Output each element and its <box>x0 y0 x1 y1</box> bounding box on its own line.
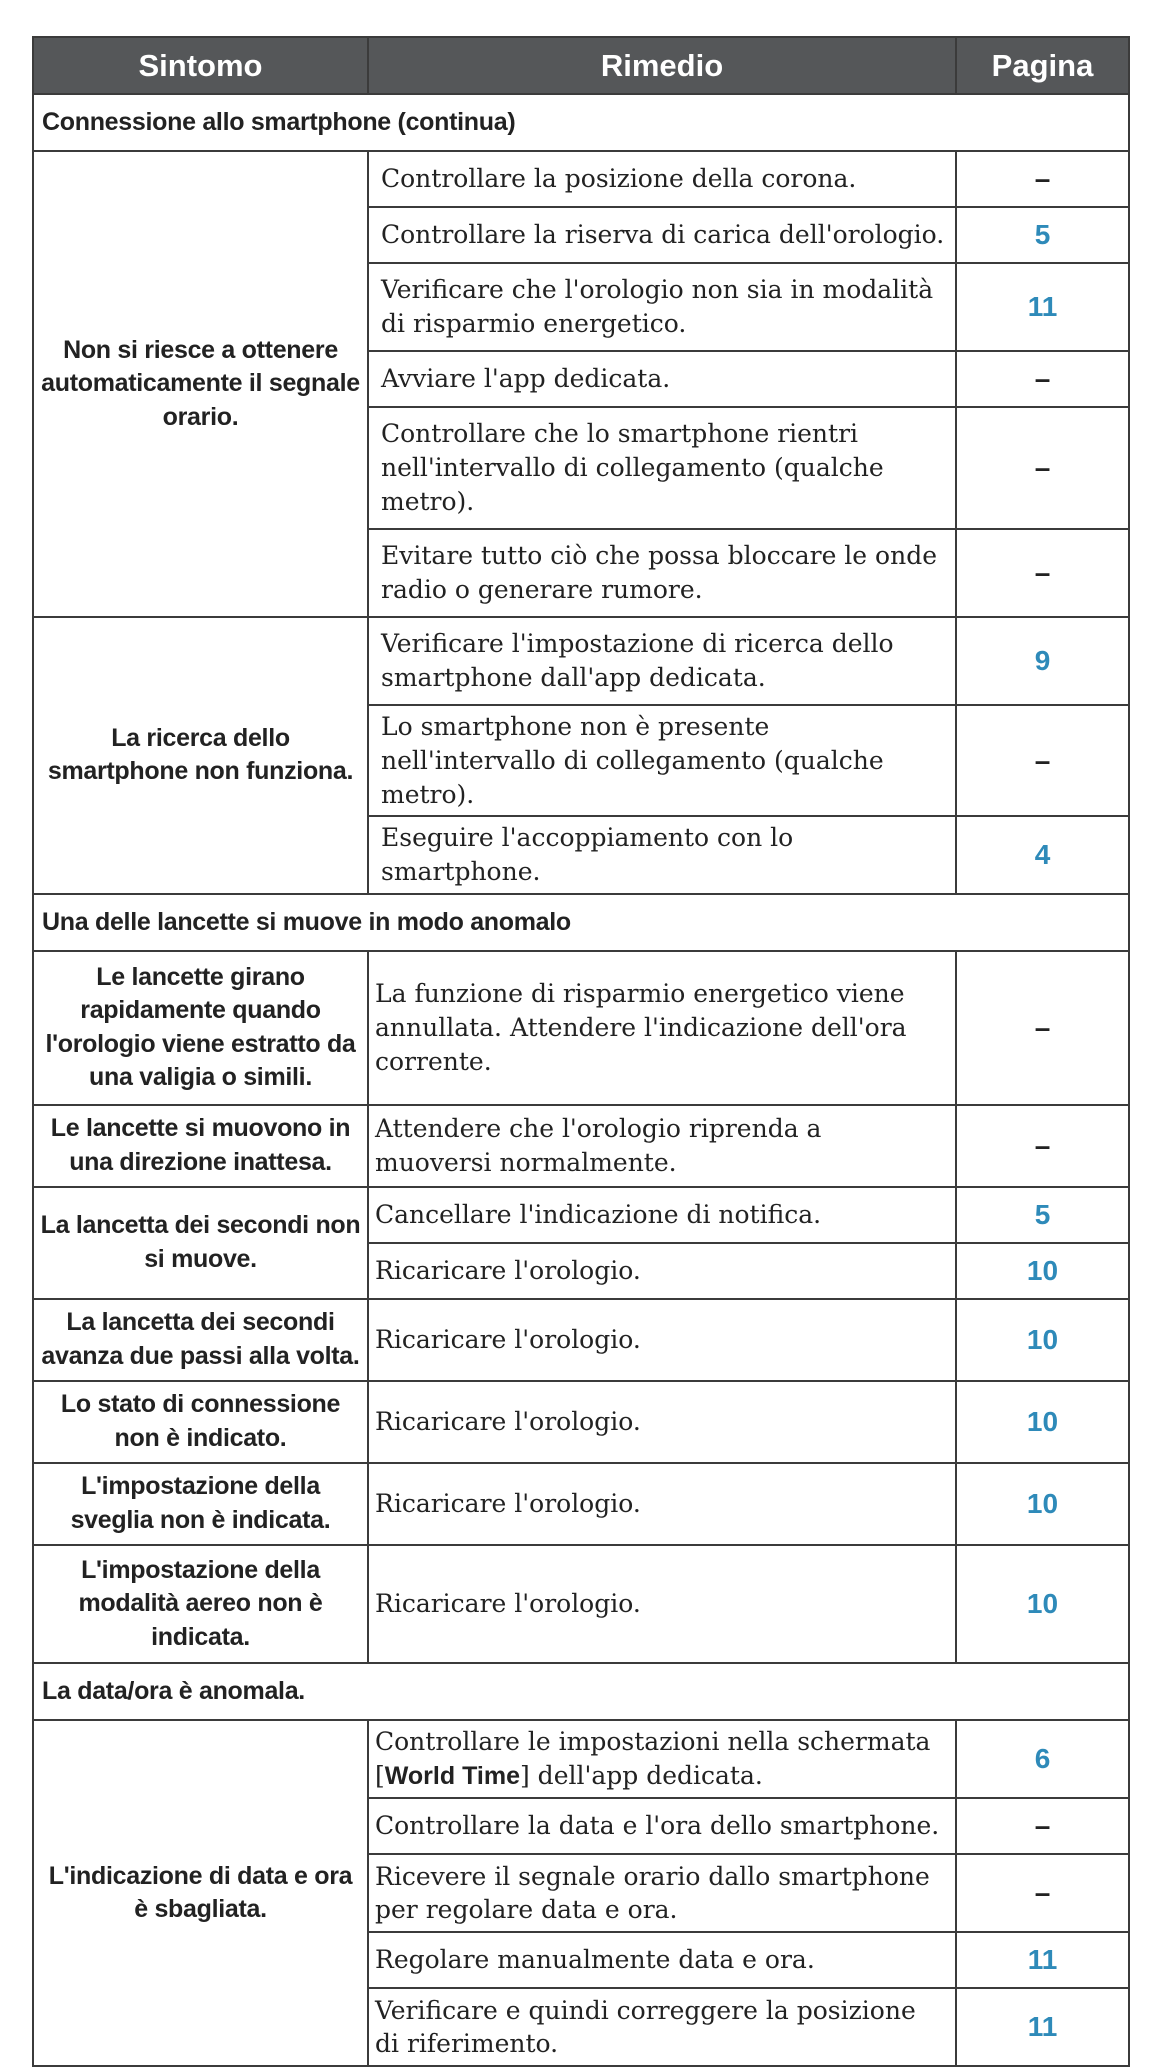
page-cell: 10 <box>956 1299 1129 1381</box>
remedy-cell: Ricaricare l'orologio. <box>368 1243 956 1299</box>
page-cell: 10 <box>956 1463 1129 1545</box>
page-cell: – <box>956 705 1129 816</box>
page-cell: 11 <box>956 1932 1129 1988</box>
symptom-cell: La lancetta dei secondi avanza due passi alla volta. <box>33 1299 368 1381</box>
remedy-cell <box>368 1720 956 1799</box>
remedy-cell: Ricevere il segnale orario dallo smartphone per regolare data e ora. <box>368 1854 956 1932</box>
page-cell: – <box>956 151 1129 207</box>
remedy-text: Controllare le impostazioni nella schermata [ <box>375 1726 931 1790</box>
remedy-cell: Eseguire l'accoppiamento con lo smartphone. <box>368 816 956 894</box>
page-cell: – <box>956 951 1129 1105</box>
header-symptom: Sintomo <box>33 37 368 94</box>
section-title: La data/ora è anomala. <box>33 1663 1129 1720</box>
page-cell: – <box>956 351 1129 407</box>
remedy-cell: Cancellare l'indicazione di notifica. <box>368 1187 956 1243</box>
page-cell: 10 <box>956 1545 1129 1663</box>
remedy-cell: Lo smartphone non è presente nell'intervallo di collegamento (qualche metro). <box>368 705 956 816</box>
page-cell: – <box>956 1798 1129 1854</box>
page-cell: 10 <box>956 1243 1129 1299</box>
remedy-cell: Ricaricare l'orologio. <box>368 1545 956 1663</box>
symptom-cell: Non si riesce a ottenere automaticamente il segnale orario. <box>33 151 368 617</box>
header-page: Pagina <box>956 37 1129 94</box>
remedy-cell: Ricaricare l'orologio. <box>368 1299 956 1381</box>
page-cell: 5 <box>956 1187 1129 1243</box>
remedy-cell: Evitare tutto ciò che possa bloccare le onde radio o generare rumore. <box>368 529 956 617</box>
remedy-cell: Controllare che lo smartphone rientri nell'intervallo di collegamento (qualche metro). <box>368 407 956 529</box>
symptom-cell: La ricerca dello smartphone non funziona. <box>33 617 368 894</box>
page-cell: 6 <box>956 1720 1129 1799</box>
world-time-label: World Time <box>384 1761 520 1790</box>
page-cell: 5 <box>956 207 1129 263</box>
page-cell: – <box>956 407 1129 529</box>
symptom-cell: Lo stato di connessione non è indicato. <box>33 1381 368 1463</box>
remedy-cell: Verificare l'impostazione di ricerca dello smartphone dall'app dedicata. <box>368 617 956 705</box>
page-cell: 11 <box>956 263 1129 351</box>
symptom-cell: Le lancette girano rapidamente quando l'orologio viene estratto da una valigia o simili. <box>33 951 368 1105</box>
symptom-cell: L'impostazione della modalità aereo non è indicata. <box>33 1545 368 1663</box>
page-cell: 9 <box>956 617 1129 705</box>
remedy-cell: Ricaricare l'orologio. <box>368 1381 956 1463</box>
remedy-cell: Verificare e quindi correggere la posizione di riferimento. <box>368 1988 956 2066</box>
page-cell: – <box>956 1854 1129 1932</box>
symptom-cell: L'indicazione di data e ora è sbagliata. <box>33 1720 368 2067</box>
remedy-cell: Verificare che l'orologio non sia in modalità di risparmio energetico. <box>368 263 956 351</box>
remedy-cell: Controllare la riserva di carica dell'orologio. <box>368 207 956 263</box>
symptom-cell: L'impostazione della sveglia non è indicata. <box>33 1463 368 1545</box>
page-cell: 4 <box>956 816 1129 894</box>
section-title: Connessione allo smartphone (continua) <box>33 94 1129 151</box>
remedy-cell: Attendere che l'orologio riprenda a muoversi normalmente. <box>368 1105 956 1187</box>
page-cell: – <box>956 1105 1129 1187</box>
page-cell: 11 <box>956 1988 1129 2066</box>
troubleshooting-table <box>32 36 1130 2067</box>
header-remedy: Rimedio <box>368 37 956 94</box>
section-title: Una delle lancette si muove in modo anomalo <box>33 894 1129 951</box>
page-cell: – <box>956 529 1129 617</box>
remedy-cell: Controllare la posizione della corona. <box>368 151 956 207</box>
remedy-cell: Ricaricare l'orologio. <box>368 1463 956 1545</box>
symptom-cell: Le lancette si muovono in una direzione inattesa. <box>33 1105 368 1187</box>
symptom-cell: La lancetta dei secondi non si muove. <box>33 1187 368 1299</box>
table-header <box>33 37 1129 94</box>
remedy-cell: Regolare manualmente data e ora. <box>368 1932 956 1988</box>
remedy-text: ] dell'app dedicata. <box>519 1760 763 1790</box>
remedy-cell: Avviare l'app dedicata. <box>368 351 956 407</box>
page-cell: 10 <box>956 1381 1129 1463</box>
remedy-cell: La funzione di risparmio energetico viene annullata. Attendere l'indicazione dell'ora corrente. <box>368 951 956 1105</box>
remedy-cell: Controllare la data e l'ora dello smartphone. <box>368 1798 956 1854</box>
